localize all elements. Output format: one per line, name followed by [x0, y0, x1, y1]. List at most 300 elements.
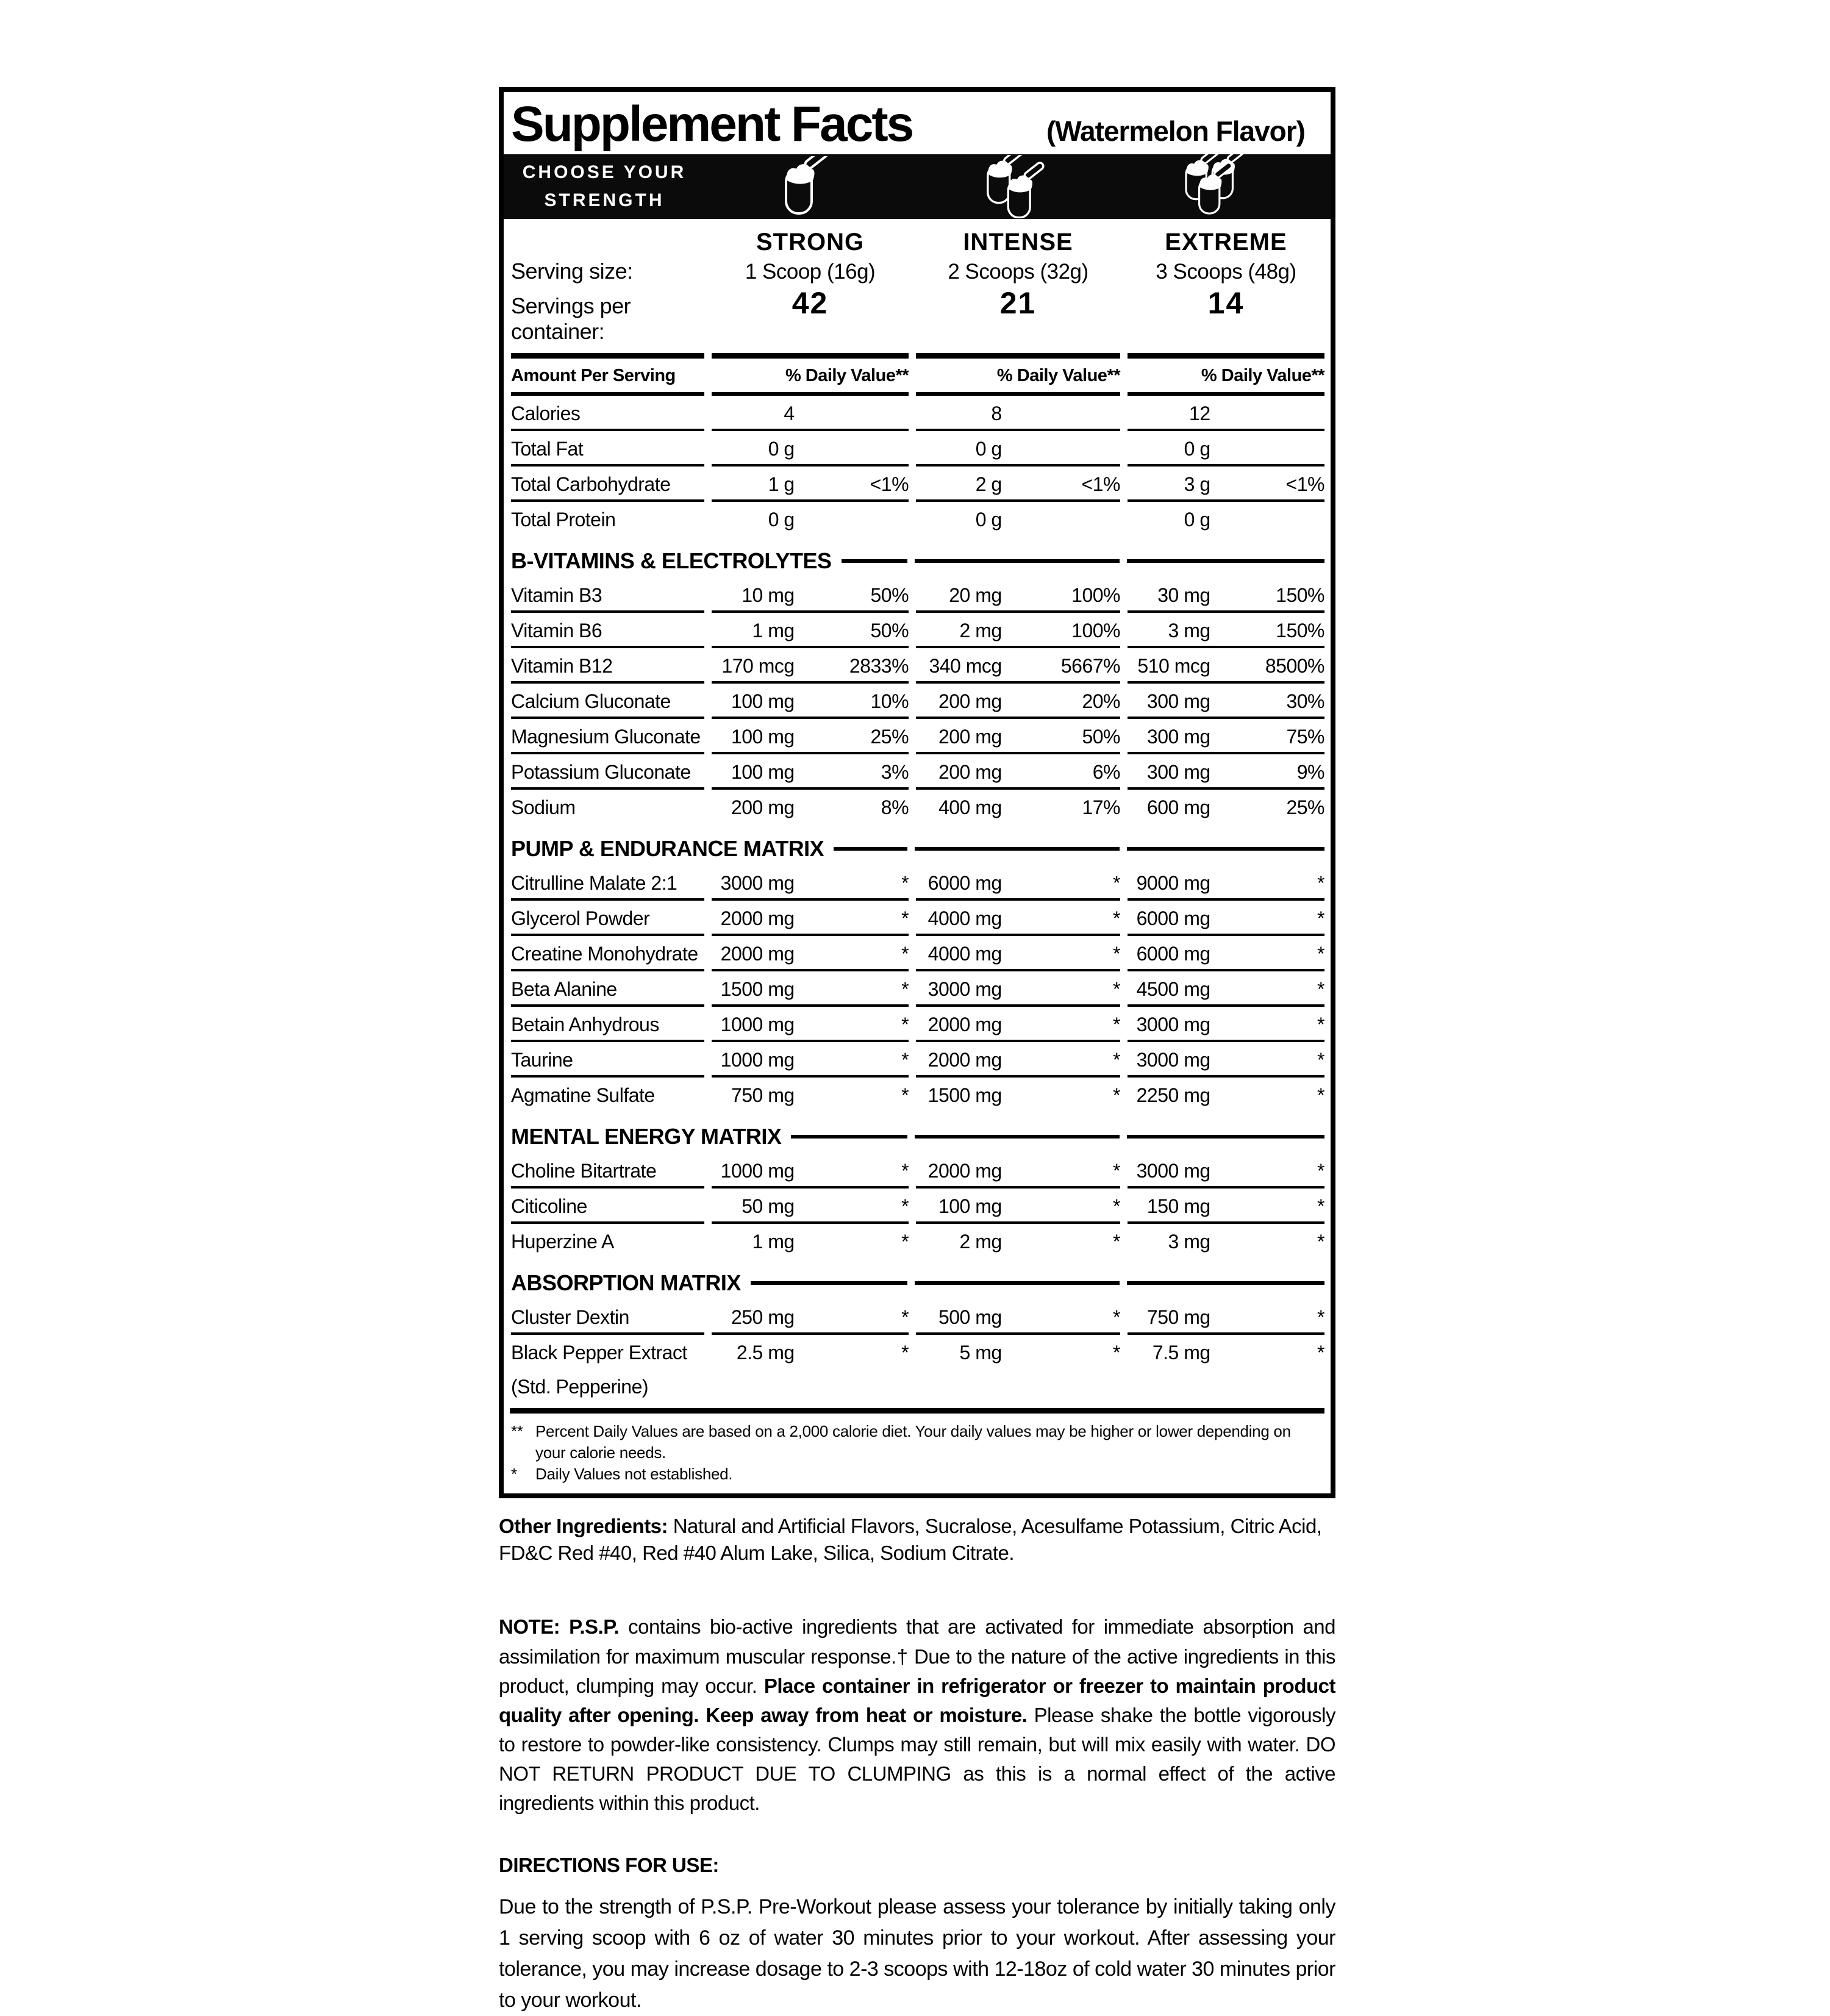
serving-size-label: Serving size:: [511, 259, 633, 284]
daily-value: *: [901, 1306, 909, 1328]
other-ingredients-label: Other Ingredients:: [499, 1515, 668, 1538]
column-group-s: [712, 761, 909, 790]
daily-value: *: [901, 872, 909, 894]
amount-value: 4: [784, 402, 795, 424]
column-group-i: [916, 872, 1120, 901]
column-group-s: [712, 1342, 909, 1368]
column-group-s: [712, 620, 909, 648]
table-row: [511, 754, 1324, 790]
daily-value: 5667%: [1060, 655, 1120, 677]
daily-value: *: [901, 907, 909, 929]
other-ingredients-text: Natural and Artificial Flavors, Sucralose, Acesulfame Potassium, Citric Acid, FD&C Red #40, Red #40 Alum Lake, Silica, Sodium Citrate.: [499, 1515, 1322, 1564]
section-rule: [915, 559, 1120, 563]
label-content: [499, 87, 1335, 2016]
table-row: [511, 502, 1324, 535]
table-row: [511, 1335, 1324, 1402]
column-group-e: [1128, 761, 1324, 790]
amount-value: 0 g: [768, 509, 795, 531]
amount-value: 0 g: [768, 438, 795, 460]
column-group-e: [1128, 943, 1324, 971]
amount-value: 750 mg: [1146, 1306, 1210, 1328]
daily-value: 6%: [1092, 761, 1120, 783]
column-group-i: [916, 726, 1120, 754]
daily-value: *: [901, 1049, 909, 1071]
ingredient-name: [511, 978, 704, 1007]
table-row: [511, 1007, 1324, 1042]
section-rule: [915, 1281, 1120, 1285]
column-group-s: [712, 1013, 909, 1042]
column-group-i: [916, 1195, 1120, 1224]
amount-value: 1000 mg: [720, 1013, 795, 1035]
section-header-row: [511, 1124, 1324, 1149]
column-group-e: [1128, 907, 1324, 936]
column-group-e: [1128, 1306, 1324, 1335]
amount-per-serving-row: [511, 359, 1324, 392]
daily-value: *: [1317, 872, 1324, 894]
note-paragraph: [499, 1612, 1335, 1818]
amount-value: 2250 mg: [1136, 1084, 1210, 1106]
ingredient-name: [511, 1195, 704, 1224]
daily-value: 50%: [1082, 726, 1120, 748]
column-group-i: [916, 584, 1120, 613]
ingredient-name-text: Total Protein: [511, 509, 616, 531]
daily-value: *: [1317, 1195, 1324, 1217]
table-row: [511, 1153, 1324, 1189]
column-group-s: [712, 509, 909, 535]
column-group-i: [916, 1013, 1120, 1042]
section-rule: [915, 847, 1120, 851]
amount-value: 6000 mg: [928, 872, 1002, 894]
amount-value: 3 mg: [1168, 620, 1210, 642]
column-group-s: [712, 655, 909, 684]
directions-text: Due to the strength of P.S.P. Pre-Workout please assess your tolerance by initially taking only 1 serving scoop with 6 oz of water 30 minutes prior to your workout. After assessing your tolerance, you may increase dosage to 2-3 scoops with 12-18oz of cold water 30 minutes prior to your workout.: [499, 1895, 1335, 2012]
footnote-mark: *: [511, 1465, 517, 1484]
daily-value: 25%: [870, 726, 909, 748]
section-rule: [834, 847, 907, 851]
amount-value: 250 mg: [731, 1306, 795, 1328]
scoop-icon-double: [910, 154, 1115, 219]
servings-per-container-label: Servings per container:: [511, 293, 631, 344]
table-row: [511, 577, 1324, 613]
amount-value: 340 mcg: [929, 655, 1002, 677]
serving-size-intense: 2 Scoops (32g): [948, 260, 1088, 284]
daily-value: *: [1113, 1306, 1120, 1328]
daily-value-header-extreme: % Daily Value**: [1201, 366, 1324, 385]
amount-value: 2000 mg: [720, 907, 795, 929]
daily-value: [1002, 402, 1120, 424]
daily-value-header-intense: % Daily Value**: [996, 366, 1120, 385]
column-group-i: [916, 1306, 1120, 1335]
ingredient-name: [511, 690, 704, 719]
ingredient-name-text: Agmatine Sulfate: [511, 1084, 655, 1106]
column-group-e: [1128, 620, 1324, 648]
column-group-s: [712, 438, 909, 466]
column-header-intense: INTENSE: [963, 229, 1073, 256]
amount-value: 0 g: [975, 438, 1002, 460]
table-row: [511, 466, 1324, 502]
column-group-s: [712, 473, 909, 502]
ingredient-name: [511, 726, 704, 754]
daily-value: *: [1113, 1160, 1120, 1182]
banner-text: [504, 159, 705, 215]
serving-size-strong: 1 Scoop (16g): [745, 260, 876, 284]
column-group-i: [916, 509, 1120, 535]
column-group-e: [1128, 1231, 1324, 1257]
scoop-icon-single: [705, 154, 902, 219]
column-group-i: [916, 943, 1120, 971]
amount-value: 3 mg: [1168, 1231, 1210, 1253]
choose-strength-banner: [504, 154, 1331, 219]
column-group-e: [1128, 1342, 1324, 1368]
amount-value: 200 mg: [938, 726, 1002, 748]
column-group-e: [1128, 726, 1324, 754]
daily-value: *: [901, 1195, 909, 1217]
ingredient-name-text: Huperzine A: [511, 1231, 614, 1253]
daily-value: *: [901, 1231, 909, 1253]
column-group-i: [916, 438, 1120, 466]
ingredient-name-text: Calcium Gluconate: [511, 690, 671, 712]
table-row: [511, 1078, 1324, 1110]
ingredient-name: [511, 655, 704, 684]
daily-value: *: [1317, 1160, 1324, 1182]
column-group-s: [712, 1049, 909, 1078]
amount-value: 2.5 mg: [736, 1342, 795, 1364]
table-row: [511, 971, 1324, 1007]
amount-value: 7.5 mg: [1152, 1342, 1210, 1364]
daily-value: [795, 509, 909, 531]
amount-value: 3000 mg: [720, 872, 795, 894]
ingredient-name-text: Calories: [511, 402, 581, 424]
section-title: MENTAL ENERGY MATRIX: [511, 1124, 782, 1149]
amount-value: 2 mg: [959, 620, 1002, 642]
amount-value: 400 mg: [938, 796, 1002, 818]
daily-value: 8500%: [1265, 655, 1324, 677]
table-row: [511, 1189, 1324, 1224]
table-row: [511, 648, 1324, 684]
column-group-i: [916, 1342, 1120, 1368]
amount-value: 600 mg: [1146, 796, 1210, 818]
daily-value: [795, 402, 909, 424]
amount-value: 30 mg: [1157, 584, 1210, 606]
ingredient-name: [511, 761, 704, 790]
amount-value: 6000 mg: [1136, 907, 1210, 929]
ingredient-name-text: Choline Bitartrate: [511, 1160, 657, 1182]
amount-value: 6000 mg: [1136, 943, 1210, 965]
column-group-i: [916, 620, 1120, 648]
facts-table: [504, 229, 1331, 1402]
amount-value: 9000 mg: [1136, 872, 1210, 894]
ingredient-name-text: Creatine Monohydrate: [511, 943, 698, 965]
footnotes: [510, 1408, 1324, 1493]
footnote-text: Percent Daily Values are based on a 2,000 calorie diet. Your daily values may be higher or lower depending on your calorie needs.: [535, 1422, 1291, 1462]
daily-value: *: [1113, 907, 1120, 929]
daily-value: 9%: [1296, 761, 1324, 783]
amount-value: 100 mg: [731, 726, 795, 748]
amount-value: 3000 mg: [1136, 1013, 1210, 1035]
daily-value: 10%: [870, 690, 909, 712]
daily-value: [1210, 402, 1324, 424]
column-group-i: [916, 1231, 1120, 1257]
column-group-e: [1128, 1013, 1324, 1042]
serving-size-row: [511, 259, 1324, 284]
amount-value: 100 mg: [731, 761, 795, 783]
ingredient-name: [511, 1342, 704, 1402]
column-group-s: [712, 1231, 909, 1257]
table-row: [511, 1299, 1324, 1335]
supplement-facts-panel: [499, 87, 1335, 1498]
column-group-i: [916, 1160, 1120, 1189]
daily-value: *: [1317, 1231, 1324, 1253]
ingredient-name-text: Betain Anhydrous: [511, 1013, 659, 1035]
amount-value: 1 mg: [752, 1231, 795, 1253]
amount-value: 1 g: [768, 473, 795, 495]
column-group-e: [1128, 655, 1324, 684]
footnote-mark: **: [511, 1422, 523, 1440]
table-row: [511, 719, 1324, 754]
amount-value: 2 g: [975, 473, 1002, 495]
daily-value: 8%: [881, 796, 909, 818]
ingredient-name: [511, 796, 704, 823]
table-row: [511, 790, 1324, 823]
column-group-s: [712, 796, 909, 823]
daily-value: [795, 438, 909, 460]
amount-value: 3000 mg: [1136, 1049, 1210, 1071]
note-segment: Please shake the bottle vigorously to restore to powder-like consistency. Clumps may still remain, but will mix easily with water. DO NOT RETURN PRODUCT DUE TO CLUMPING as this is a normal effect of the active ingredients within this product.: [499, 1703, 1335, 1815]
section-title: B-VITAMINS & ELECTROLYTES: [511, 548, 832, 573]
ingredient-name: [511, 907, 704, 936]
medium-divider: [511, 392, 1324, 396]
daily-value: <1%: [1081, 473, 1120, 495]
amount-value: 1000 mg: [720, 1160, 795, 1182]
daily-value: [1002, 509, 1120, 531]
column-group-e: [1128, 438, 1324, 466]
column-group-e: [1128, 1195, 1324, 1224]
daily-value: 75%: [1286, 726, 1324, 748]
daily-value: [1210, 509, 1324, 531]
ingredient-name: [511, 1231, 704, 1257]
ingredient-name: [511, 1013, 704, 1042]
column-group-e: [1128, 690, 1324, 719]
table-row: [511, 865, 1324, 901]
column-group-e: [1128, 872, 1324, 901]
daily-value: *: [1317, 1049, 1324, 1071]
section-rule: [1127, 1135, 1324, 1138]
ingredient-name-text: Total Carbohydrate: [511, 473, 671, 495]
column-group-e: [1128, 402, 1324, 431]
ingredient-name: [511, 509, 704, 535]
daily-value: 50%: [870, 620, 909, 642]
amount-value: 4000 mg: [928, 907, 1002, 929]
ingredient-name-text: Vitamin B3: [511, 584, 602, 606]
daily-value: 25%: [1286, 796, 1324, 818]
daily-value: *: [1317, 978, 1324, 1000]
amount-value: 1500 mg: [720, 978, 795, 1000]
column-group-s: [712, 402, 909, 431]
column-group-e: [1128, 1049, 1324, 1078]
ingredient-name: [511, 620, 704, 648]
daily-value: *: [1113, 1049, 1120, 1071]
daily-value: 3%: [881, 761, 909, 783]
column-group-s: [712, 1306, 909, 1335]
ingredient-name-text: Vitamin B6: [511, 620, 602, 642]
daily-value: *: [901, 943, 909, 965]
ingredient-name-text: Beta Alanine: [511, 978, 617, 1000]
column-group-i: [916, 761, 1120, 790]
daily-value: 100%: [1071, 584, 1120, 606]
section-header-row: [511, 1270, 1324, 1296]
column-group-e: [1128, 509, 1324, 535]
amount-value: 3 g: [1184, 473, 1210, 495]
column-group-s: [712, 690, 909, 719]
column-group-i: [916, 690, 1120, 719]
daily-value: 150%: [1276, 620, 1324, 642]
amount-value: 500 mg: [938, 1306, 1002, 1328]
column-group-i: [916, 978, 1120, 1007]
amount-value: 200 mg: [938, 761, 1002, 783]
section-rule: [1127, 1281, 1324, 1285]
table-row: [511, 901, 1324, 936]
servings-count-intense: 21: [999, 286, 1037, 320]
amount-value: 50 mg: [742, 1195, 795, 1217]
ingredient-name-text: Glycerol Powder: [511, 907, 650, 929]
daily-value: *: [1317, 1342, 1324, 1364]
column-header-strong: STRONG: [756, 229, 865, 256]
ingredient-name-text: Vitamin B12: [511, 655, 613, 677]
amount-value: 8: [991, 402, 1002, 424]
amount-value: 0 g: [975, 509, 1002, 531]
ingredient-name: [511, 1049, 704, 1078]
ingredient-name: [511, 438, 704, 466]
amount-per-serving-label: Amount Per Serving: [511, 366, 676, 385]
amount-value: 3000 mg: [1136, 1160, 1210, 1182]
amount-value: 12: [1189, 402, 1210, 424]
amount-value: 5 mg: [959, 1342, 1002, 1364]
heavy-divider: [511, 353, 1324, 359]
amount-value: 150 mg: [1146, 1195, 1210, 1217]
daily-value: *: [1113, 1084, 1120, 1106]
daily-value: *: [901, 1160, 909, 1182]
column-group-s: [712, 907, 909, 936]
section-title: ABSORPTION MATRIX: [511, 1270, 741, 1295]
ingredient-name: [511, 473, 704, 502]
column-group-s: [712, 726, 909, 754]
section-header-row: [511, 548, 1324, 574]
section-rule: [751, 1281, 907, 1285]
footnote-text: Daily Values not established.: [535, 1465, 733, 1484]
daily-value: *: [901, 1084, 909, 1106]
daily-value: *: [901, 978, 909, 1000]
table-row: [511, 396, 1324, 431]
amount-value: 300 mg: [1146, 726, 1210, 748]
amount-value: 2000 mg: [720, 943, 795, 965]
amount-value: 10 mg: [742, 584, 795, 606]
footnote-not-established: [511, 1464, 1323, 1485]
section-rule: [1127, 559, 1324, 563]
column-group-i: [916, 1084, 1120, 1110]
amount-value: 750 mg: [731, 1084, 795, 1106]
ingredient-name: [511, 1084, 704, 1110]
banner-line-2: STRENGTH: [544, 190, 665, 210]
note-segment: Place container in refrigerator or freezer to maintain product quality after opening. Keep away from heat or moisture.: [499, 1674, 1335, 1726]
ingredient-name-text: Sodium: [511, 796, 576, 818]
section-rule: [842, 559, 907, 563]
amount-value: 2000 mg: [928, 1013, 1002, 1035]
ingredient-subname: (Std. Pepperine): [511, 1376, 649, 1398]
table-row: [511, 936, 1324, 971]
ingredient-name-text: Citrulline Malate 2:1: [511, 872, 677, 894]
daily-value: *: [1317, 943, 1324, 965]
column-group-s: [712, 584, 909, 613]
amount-value: 200 mg: [731, 796, 795, 818]
amount-value: 300 mg: [1146, 761, 1210, 783]
column-header-extreme: EXTREME: [1165, 229, 1287, 256]
ingredient-name-text: Potassium Gluconate: [511, 761, 691, 783]
column-group-i: [916, 473, 1120, 502]
amount-value: 100 mg: [938, 1195, 1002, 1217]
daily-value: *: [1113, 872, 1120, 894]
ingredient-name: [511, 584, 704, 613]
column-group-i: [916, 907, 1120, 936]
daily-value: *: [1113, 978, 1120, 1000]
column-group-e: [1128, 1160, 1324, 1189]
footnote-daily-values: [511, 1421, 1323, 1464]
note-segment: NOTE: P.S.P.: [499, 1615, 620, 1639]
panel-header: [504, 92, 1331, 154]
column-group-e: [1128, 796, 1324, 823]
column-group-s: [712, 872, 909, 901]
strength-header-row: [511, 229, 1324, 256]
daily-value: *: [1317, 1013, 1324, 1035]
table-row: [511, 684, 1324, 719]
table-row: [511, 1042, 1324, 1078]
table-row: [511, 613, 1324, 648]
panel-title: Supplement Facts: [511, 96, 913, 152]
daily-value: 20%: [1082, 690, 1120, 712]
ingredient-name-text: Black Pepper Extract: [511, 1342, 687, 1364]
daily-value: *: [901, 1342, 909, 1364]
ingredient-name-text: Total Fat: [511, 438, 584, 460]
section-header-row: [511, 836, 1324, 862]
daily-value: *: [1113, 1013, 1120, 1035]
amount-value: 2 mg: [959, 1231, 1002, 1253]
daily-value: 50%: [870, 584, 909, 606]
amount-value: 2000 mg: [928, 1049, 1002, 1071]
ingredient-name-text: Taurine: [511, 1049, 573, 1071]
servings-per-container-row: [511, 285, 1324, 345]
amount-value: 0 g: [1184, 509, 1210, 531]
daily-value: *: [1113, 1342, 1120, 1364]
amount-value: 3000 mg: [928, 978, 1002, 1000]
ingredient-name: [511, 1306, 704, 1335]
column-group-s: [712, 1195, 909, 1224]
column-group-i: [916, 1049, 1120, 1078]
column-group-e: [1128, 1084, 1324, 1110]
serving-size-extreme: 3 Scoops (48g): [1156, 260, 1296, 284]
amount-value: 2000 mg: [928, 1160, 1002, 1182]
amount-value: 170 mcg: [721, 655, 795, 677]
daily-value: [1210, 438, 1324, 460]
column-group-i: [916, 796, 1120, 823]
column-group-i: [916, 402, 1120, 431]
column-group-e: [1128, 978, 1324, 1007]
amount-value: 200 mg: [938, 690, 1002, 712]
flavor-label: (Watermelon Flavor): [1046, 115, 1305, 147]
daily-value: *: [1113, 1231, 1120, 1253]
daily-value: *: [1317, 1306, 1324, 1328]
directions-heading: DIRECTIONS FOR USE:: [499, 1853, 719, 1876]
scoop-icon-triple: [1122, 154, 1320, 219]
daily-value: <1%: [870, 473, 909, 495]
